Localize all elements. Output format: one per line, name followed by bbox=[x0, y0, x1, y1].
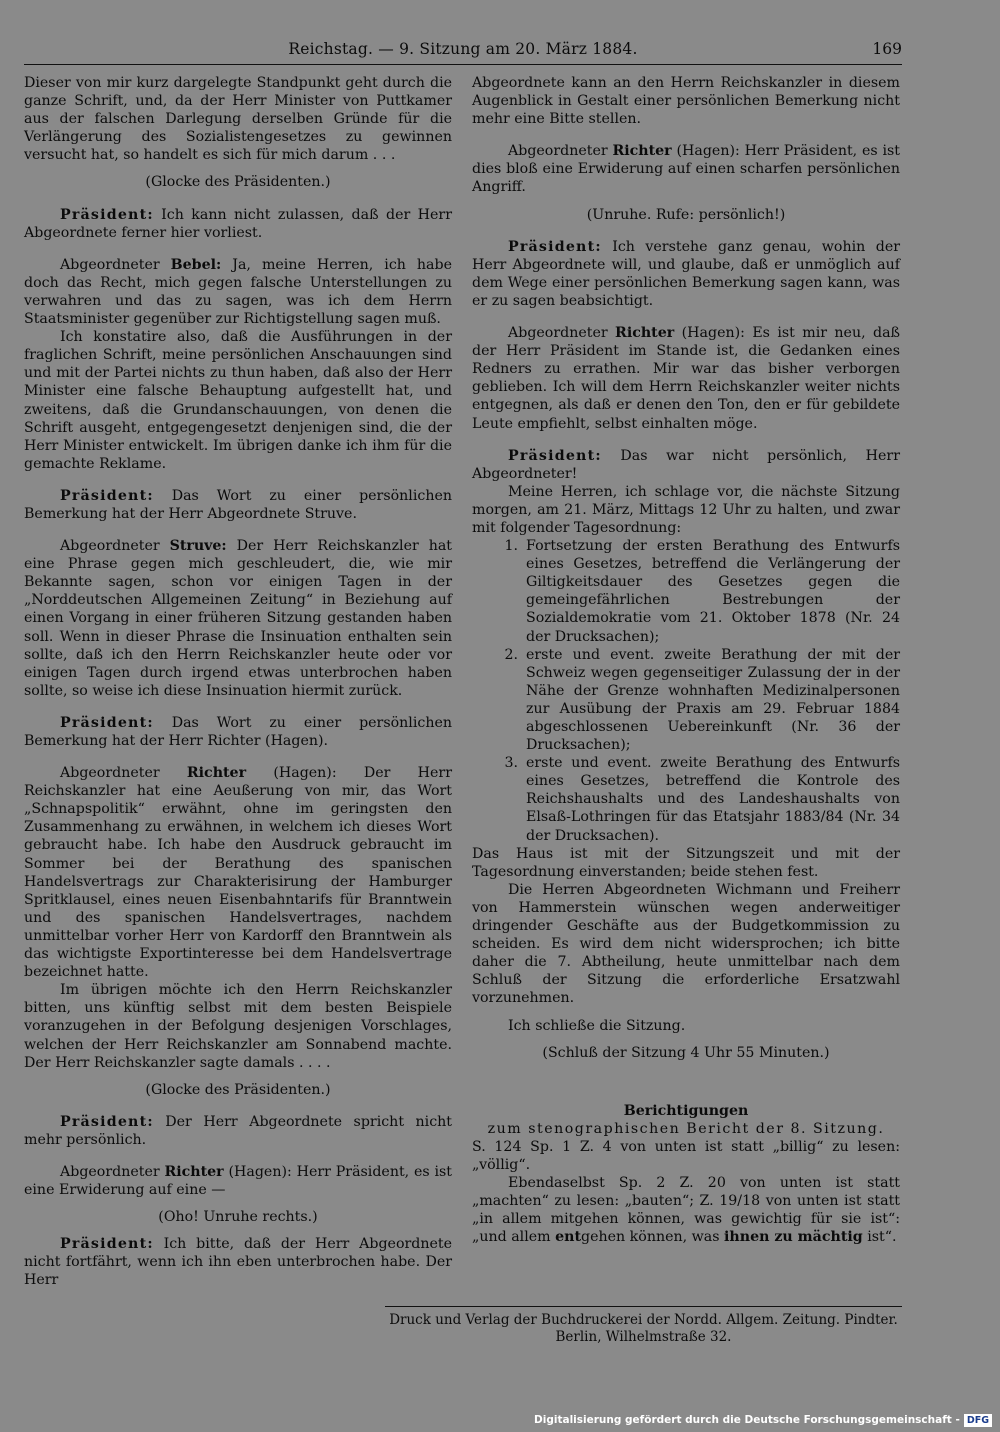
paragraph: Meine Herren, ich schlage vor, die nächste Sitzung morgen, am 21. März, Mittags 12 Uhr zu halten, und zwar mit folgender Tagesordnung: bbox=[472, 483, 900, 536]
speaker-name: Präsident: bbox=[60, 714, 154, 731]
speech-paragraph bbox=[24, 714, 452, 750]
footer-rule bbox=[385, 1306, 902, 1307]
speaker-prefix: Abgeordneter bbox=[508, 325, 616, 342]
speech-paragraph bbox=[24, 1113, 452, 1149]
imprint-line: Druck und Verlag der Buchdruckerei der Nordd. Allgem. Zeitung. Pindter. bbox=[389, 1312, 898, 1328]
right-column bbox=[472, 74, 900, 1246]
interjection: (Glocke des Präsidenten.) bbox=[145, 174, 331, 191]
paragraph: Ich konstatire also, daß die Ausführungen in der fraglichen Schrift, meine persönlichen Anschauungen sind und mit der Partei nichts zu thun haben, daß also der Herr Minister eine falsche Behauptung aufgestellt hat, und zweitens, daß die Grundanschauungen, von denen die Schrift ausgeht, entgegengesetzt denjenigen sind, die der Herr Minister entwickelt. Im übrigen danke ich ihm für die gemachte Reklame. bbox=[24, 329, 452, 472]
speech-paragraph bbox=[472, 142, 900, 196]
agenda-item bbox=[472, 646, 900, 755]
speaker-prefix: Abgeordneter bbox=[60, 765, 187, 782]
session-close-note: (Schluß der Sitzung 4 Uhr 55 Minuten.) bbox=[542, 1044, 830, 1061]
imprint-line: Berlin, Wilhelmstraße 32. bbox=[555, 1329, 732, 1345]
speech-paragraph bbox=[24, 537, 452, 700]
agenda-number: 3. bbox=[504, 755, 518, 772]
agenda-item bbox=[472, 754, 900, 844]
speaker-name: Richter bbox=[612, 143, 672, 160]
speaker-name: Präsident: bbox=[60, 1236, 154, 1253]
speaker-name: Präsident: bbox=[60, 487, 154, 504]
paragraph: Die Herren Abgeordneten Wichmann und Freiherr von Hammerstein wünschen wegen anderweitiger dringender Geschäfte aus der Budgetkommission zu scheiden. Es wird dem nicht widersprochen; ich bitte daher die 7. Abtheilung, heute unmittelbar nach dem Schluß der Sitzung die erforderliche Ersatzwahl vorzunehmen. bbox=[472, 881, 900, 1007]
speaker-name: Struve: bbox=[169, 538, 227, 555]
interjection: (Glocke des Präsidenten.) bbox=[145, 1081, 331, 1098]
corrections-title: Berichtigungen bbox=[623, 1102, 749, 1119]
speech-paragraph bbox=[472, 447, 900, 483]
funding-notice bbox=[534, 1412, 992, 1428]
speech-text: Ich kann nicht zulassen, daß der Herr Abgeordnete ferner hier vorliest. bbox=[24, 206, 452, 241]
speech-text: Ich verstehe ganz genau, wohin der Herr Abgeordnete will, und glaube, daß er unmöglich auf dem Wege einer persönlichen Bemerkung sagen kann, was er zu sagen beabsichtigt. bbox=[472, 238, 900, 309]
imprint bbox=[385, 1312, 902, 1346]
speech-paragraph bbox=[24, 256, 452, 328]
speaker-name: Präsident: bbox=[60, 206, 154, 223]
speech-text: (Hagen): Herr Präsident, es ist eine Erwiderung auf eine — bbox=[24, 1163, 452, 1199]
speaker-name: Präsident: bbox=[508, 447, 602, 464]
paragraph: Dieser von mir kurz dargelegte Standpunkt geht durch die ganze Schrift, und, da der Herr Minister von Puttkamer aus der falschen Darlegung derselben Gründe für die Verlängerung des Sozialistengesetzes zu gewinnen versucht hat, so handelt es sich für mich darum . . . bbox=[24, 75, 452, 164]
agenda-text: erste und event. zweite Berathung der mit der Schweiz wegen gegenseitiger Zulassung der in der Nähe der Grenze wohnhaften Medizinalpersonen zur Ausübung der Praxis am 29. Februar 1884 abgeschlossenen Uebereinkunft (Nr. 36 der Drucksachen); bbox=[526, 646, 900, 754]
speech-text: Das Wort zu einer persönlichen Bemerkung hat der Herr Richter (Hagen). bbox=[24, 714, 452, 749]
agenda-text: erste und event. zweite Berathung des Entwurfs eines Gesetzes, betreffend die Kontrole des Reichshaushalts und des Landeshaushalts von Elsaß-Lothringen für das Etatsjahr 1883/84 (Nr. 34 der Drucksachen). bbox=[526, 755, 900, 844]
correction-entry bbox=[472, 1174, 900, 1246]
speech-paragraph bbox=[24, 764, 452, 981]
speaker-prefix: Abgeordneter bbox=[60, 1163, 165, 1180]
interjection: (Oho! Unruhe rechts.) bbox=[158, 1209, 318, 1226]
speaker-prefix: Abgeordneter bbox=[508, 143, 613, 160]
agenda-number: 1. bbox=[504, 538, 518, 555]
speaker-name: Richter bbox=[615, 325, 675, 342]
correction-text: Ebendaselbst Sp. 2 Z. 20 von unten ist statt „machten“ zu lesen: „bauten“; Z. 19/18 von unten ist statt „in allem mitgehen können, was gewichtig für sie ist“: „und allem bbox=[472, 1175, 900, 1246]
correction-text: ist“. bbox=[862, 1229, 897, 1246]
speech-text: (Hagen): Der Herr Reichskanzler hat eine Aeußerung von mir, das Wort „Schnapspolitik“ erwähnt, ohne im geringsten den Zusammenhang zu erwähnen, in welchem ich dieses Wort gebraucht habe. Ich habe den Ausdruck gebraucht im Sommer bei der Berathung des spanischen Handelsvertrags zur Charakterisirung der Hamburger Spritklausel, eines neuen Eisenbahntarifs für Branntwein und des spanischen Handelsvertrages, nachdem unmittelbar vorher Herr von Kardorff den Branntwein als das wichtigste Exportinteresse bei dem Handelsvertrage bezeichnet hatte. bbox=[24, 765, 452, 981]
page-number: 169 bbox=[872, 40, 902, 58]
speech-text: Der Herr Reichskanzler hat eine Phrase gegen mich geschleudert, die, wie mir Bekannte sagen, schon vor einigen Tagen in der „Norddeutschen Allgemeinen Zeitung“ in Beziehung auf einen Vorgang in einer früheren Sitzung gestanden haben soll. Wenn in dieser Phrase die Insinuation enthalten sein sollte, daß ich den Herrn Reichskanzler heute oder vor einigen Tagen durch irgend etwas unterbrochen haben sollte, so weise ich diese Insinuation hiermit zurück. bbox=[24, 538, 452, 699]
speech-paragraph bbox=[24, 487, 452, 523]
speaker-prefix: Abgeordneter bbox=[60, 256, 171, 273]
speech-paragraph bbox=[24, 1163, 452, 1199]
speaker-name: Richter bbox=[186, 765, 247, 782]
paragraph: Ich schließe die Sitzung. bbox=[508, 1017, 686, 1034]
paragraph: Abgeordnete kann an den Herrn Reichskanzler in diesem Augenblick in Gestalt einer persönlichen Bemerkung nicht mehr eine Bitte stellen. bbox=[472, 75, 900, 128]
speaker-name: Präsident: bbox=[508, 238, 602, 255]
dfg-logo: DFG bbox=[964, 1414, 992, 1427]
speech-text: Ich bitte, daß der Herr Abgeordnete nicht fortfährt, wenn ich ihn eben unterbrochen habe. Der Herr bbox=[24, 1236, 452, 1289]
page-header bbox=[24, 38, 902, 65]
correction-entry: S. 124 Sp. 1 Z. 4 von unten ist statt „billig“ zu lesen: „völlig“. bbox=[472, 1138, 900, 1173]
speech-paragraph bbox=[472, 238, 900, 310]
correction-emphasis: ent bbox=[555, 1229, 582, 1246]
speech-text: Das war nicht persönlich, Herr Abgeordneter! bbox=[472, 447, 900, 482]
agenda-text: Fortsetzung der ersten Berathung des Entwurfs eines Gesetzes, betreffend die Verlängerung der Giltigkeitsdauer des Gesetzes gegen die gemeingefährlichen Bestrebungen der Sozialdemokratie vom 21. Oktober 1878 (Nr. 24 der Drucksachen); bbox=[526, 538, 900, 645]
speaker-prefix: Abgeordneter bbox=[60, 538, 170, 555]
running-title: Reichstag. — 9. Sitzung am 20. März 1884. bbox=[288, 40, 638, 58]
speaker-name: Präsident: bbox=[60, 1113, 154, 1130]
speaker-name: Bebel: bbox=[170, 256, 222, 273]
speech-text: (Hagen): Herr Präsident, es ist dies bloß eine Erwiderung auf einen scharfen persönlichen Angriff. bbox=[472, 143, 900, 196]
speech-text: (Hagen): Es ist mir neu, daß der Herr Präsident im Stande ist, die Gedanken eines Redners zu errathen. Mir war das bisher verborgen geblieben. Ich will dem Herrn Reichskanzler weiter nichts entgegnen, als daß er denen den Ton, den er für gebildete Leute empfiehlt, selbst einhalten möge. bbox=[472, 325, 901, 432]
agenda-item bbox=[472, 537, 900, 646]
speech-paragraph bbox=[24, 1235, 452, 1289]
speech-paragraph bbox=[472, 324, 900, 433]
speech-text: Das Wort zu einer persönlichen Bemerkung hat der Herr Abgeordnete Struve. bbox=[24, 487, 452, 522]
corrections-subtitle: zum stenographischen Bericht der 8. Sitzung. bbox=[487, 1120, 885, 1137]
correction-emphasis: ihnen zu mächtig bbox=[724, 1229, 863, 1246]
speech-text: Ja, meine Herren, ich habe doch das Recht, mich gegen falsche Unterstellungen zu verwahren und das zu sagen, was ich dem Herrn Staatsminister gegenüber zur Richtigstellung sagen muß. bbox=[24, 256, 452, 328]
paragraph: Im übrigen möchte ich den Herrn Reichskanzler bitten, uns künftig selbst mit dem besten Beispiele voranzugehen in der Befolgung desjenigen Vorschlages, welchen der Herr Reichskanzler am Sonnabend machte. Der Herr Reichskanzler sagte damals . . . . bbox=[24, 982, 452, 1071]
corrections-section bbox=[472, 1102, 900, 1247]
speech-paragraph bbox=[24, 206, 452, 242]
paragraph: Das Haus ist mit der Sitzungszeit und mit der Tagesordnung einverstanden; beide stehen fest. bbox=[472, 845, 900, 880]
speaker-name: Richter bbox=[164, 1163, 224, 1180]
speech-text: Der Herr Abgeordnete spricht nicht mehr persönlich. bbox=[24, 1113, 452, 1148]
correction-text: gehen können, was bbox=[581, 1229, 725, 1246]
agenda-number: 2. bbox=[504, 646, 518, 663]
funding-text: Digitalisierung gefördert durch die Deutsche Forschungsgemeinschaft - bbox=[534, 1414, 960, 1426]
left-column bbox=[24, 74, 452, 1290]
interjection: (Unruhe. Rufe: persönlich!) bbox=[586, 206, 786, 223]
